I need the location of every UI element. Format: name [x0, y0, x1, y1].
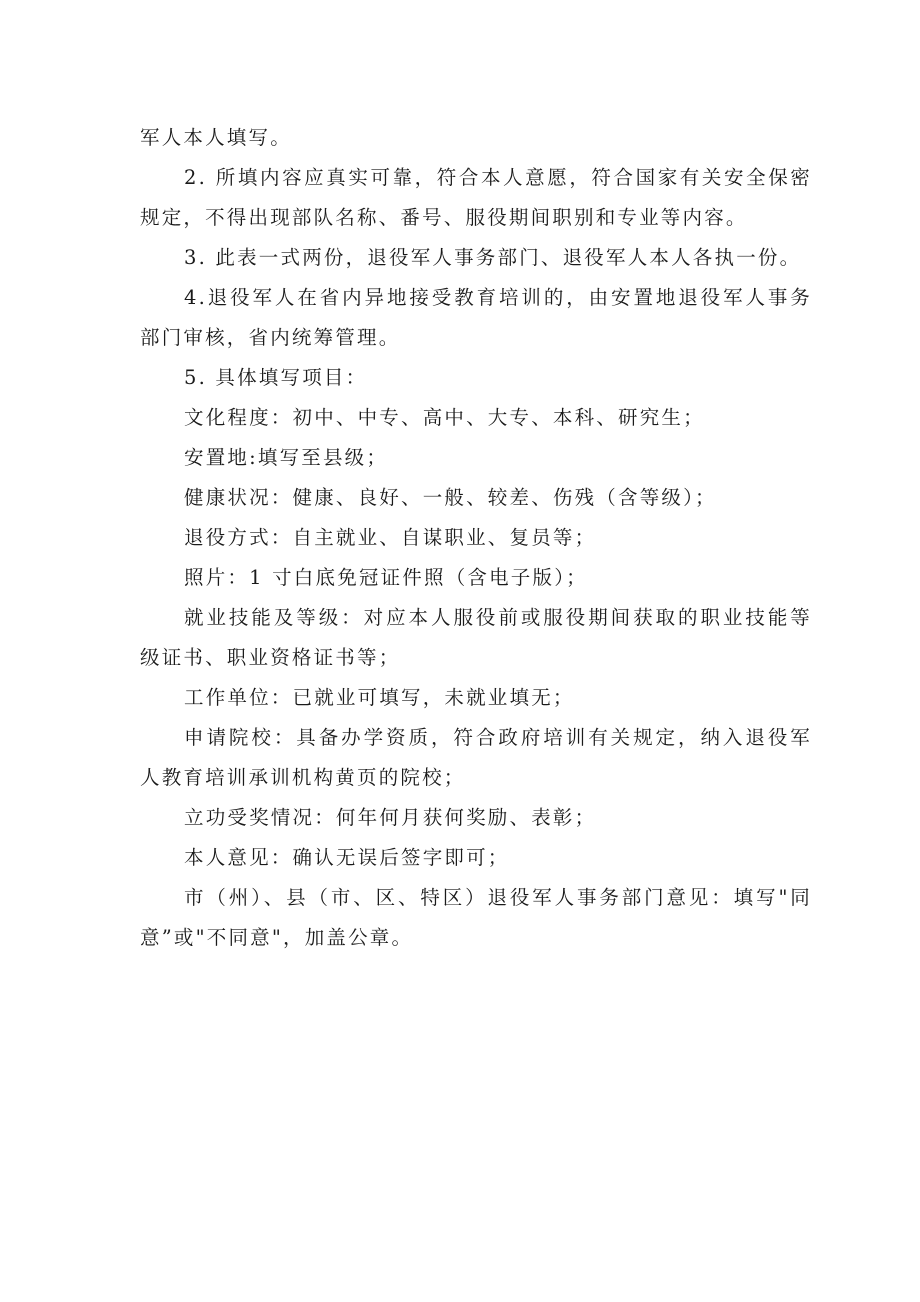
- field-health-status: 健康状况：健康、良好、一般、较差、伤残（含等级）；: [184, 486, 717, 509]
- field-personal-opinion: 本人意见：确认无误后签字即可；: [184, 846, 510, 869]
- field-department-opinion: 市（州）、县（市、区、特区）退役军人事务部门意见：填写"同意”或"不同意"，加盖公章。: [140, 886, 812, 949]
- paragraph-continuation: 军人本人填写。: [140, 126, 292, 149]
- field-awards: 立功受奖情况：何年何月获何奖励、表彰；: [184, 806, 597, 829]
- field-education-level: 文化程度：初中、中专、高中、大专、本科、研究生；: [184, 406, 705, 429]
- paragraph-item-3: 3. 此表一式两份，退役军人事务部门、退役军人本人各执一份。: [184, 246, 802, 269]
- field-job-skills: 就业技能及等级：对应本人服役前或服役期间获取的职业技能等级证书、职业资格证书等；: [140, 606, 812, 669]
- field-placement-location: 安置地:填写至县级；: [184, 446, 389, 469]
- document-body: [140, 118, 812, 958]
- field-work-unit: 工作单位：已就业可填写，未就业填无；: [184, 686, 575, 709]
- field-applied-school: 申请院校：具备办学资质，符合政府培训有关规定，纳入退役军人教育培训承训机构黄页的院校；: [140, 726, 812, 789]
- field-photo: 照片：1 寸白底免冠证件照（含电子版）；: [184, 566, 588, 589]
- paragraph-item-2: 2. 所填内容应真实可靠，符合本人意愿，符合国家有关安全保密规定，不得出现部队名称、番号、服役期间职别和专业等内容。: [140, 166, 812, 229]
- paragraph-item-5-heading: 5. 具体填写项目：: [184, 366, 368, 389]
- field-discharge-method: 退役方式：自主就业、自谋职业、复员等；: [184, 526, 597, 549]
- paragraph-item-4: 4.退役军人在省内异地接受教育培训的，由安置地退役军人事务部门审核，省内统筹管理。: [140, 286, 812, 349]
